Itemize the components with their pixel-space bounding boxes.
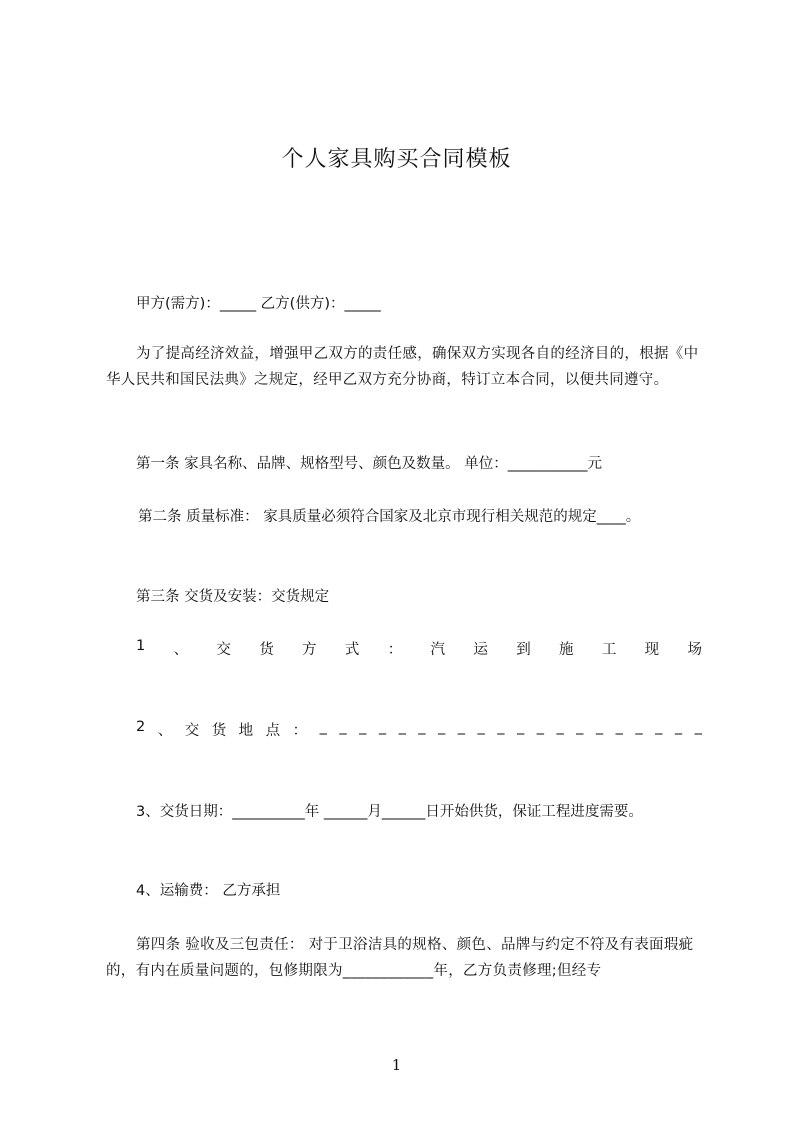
preamble-paragraph: 为了提高经济效益，增强甲乙双方的责任感，确保双方实现各自的经济目的，根据《中华人民共和国民法典》之规定，经甲乙双方充分协商，特订立本合同，以便共同遵守。 [106,346,699,388]
delivery-method-char: 1 [136,638,146,654]
delivery-location-char: _ [655,719,663,735]
delivery-location-char: _ [438,719,446,735]
delivery-location-char: 2 [136,719,146,735]
delivery-location-char: _ [418,719,426,735]
delivery-method-char: 现 [644,642,660,658]
delivery-location-char: _ [635,719,643,735]
delivery-method-char: 工 [601,642,617,658]
delivery-location-char: 货 [211,723,227,739]
delivery-location-char: _ [477,719,485,735]
delivery-location-char: _ [674,719,683,735]
page-number: 1 [391,1056,402,1074]
delivery-location-char: ： [292,723,308,739]
delivery-method-char: 货 [259,642,274,658]
delivery-location-char: 、 [157,723,173,739]
delivery-location-char: _ [378,719,387,735]
delivery-location-char: _ [339,719,347,735]
parties-line: 甲方(需方)：_____ 乙方(供方)：_____ [136,296,381,312]
delivery-date-line: 3、交货日期：__________年 ______月______日开始供货，保证工程进度需要。 [136,804,643,820]
delivery-method-char: 运 [473,642,488,658]
delivery-method-char: 交 [216,642,231,658]
delivery-method-char: 式 [344,642,360,658]
transport-fee-line: 4、运输费： 乙方承担 [136,883,281,899]
delivery-location-char: _ [359,719,367,735]
delivery-location-line [136,719,702,740]
delivery-method-line [136,638,702,659]
delivery-location-char: _ [615,719,623,735]
delivery-method-char: 、 [173,642,189,658]
delivery-location-char: _ [536,719,544,735]
article-3-heading: 第三条 交货及安装：交货规定 [136,589,330,605]
delivery-location-char: _ [398,719,406,735]
article-2: 第二条 质量标准： 家具质量必须符合国家及北京市现行相关规范的规定____。 [138,509,641,525]
delivery-method-char: ： [387,642,403,658]
delivery-location-char: _ [595,719,604,735]
delivery-location-char: _ [319,719,327,735]
delivery-method-char: 施 [559,642,574,658]
delivery-location-char: _ [694,719,702,735]
delivery-location-char: _ [556,719,564,735]
delivery-location-char: _ [497,719,505,735]
delivery-location-char: 交 [184,723,200,739]
delivery-method-char: 场 [687,642,702,658]
delivery-location-char: _ [516,719,525,735]
delivery-method-char: 到 [516,642,531,658]
article-1: 第一条 家具名称、品牌、规格型号、颜色及数量。 单位：___________元 [136,456,602,472]
delivery-location-char: _ [457,719,466,735]
delivery-method-char: 汽 [430,642,446,658]
document-title: 个人家具购买合同模板 [281,147,512,172]
delivery-method-char: 方 [302,642,317,658]
delivery-location-char: 地 [238,723,254,739]
delivery-location-char: _ [576,719,584,735]
article-4-paragraph: 第四条 验收及三包责任： 对于卫浴洁具的规格、颜色、品牌与约定不符及有表面瑕疵的，有内在质量问题的，包修期限为____________年，乙方负责修理;但经专 [106,937,694,979]
delivery-location-char: 点 [265,723,281,739]
